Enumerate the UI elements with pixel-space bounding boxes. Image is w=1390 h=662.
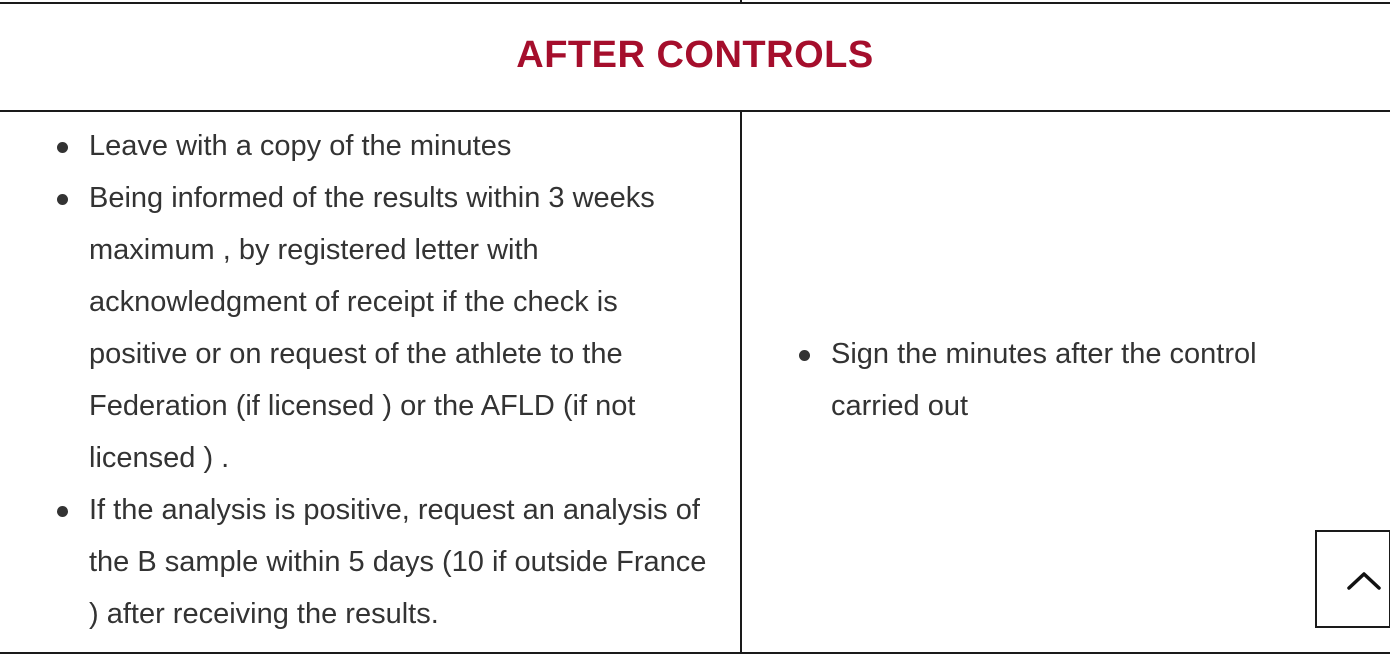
- list-item-text: Leave with a copy of the minutes: [89, 130, 512, 162]
- list-item: [89, 172, 719, 484]
- bullet-icon: [57, 142, 68, 153]
- chevron-up-icon: [1347, 570, 1381, 590]
- table-cell-left: [0, 112, 740, 652]
- list-item: [831, 328, 1331, 432]
- scroll-to-top-button[interactable]: [1315, 530, 1390, 628]
- list-item: [89, 484, 719, 640]
- section-title: AFTER CONTROLS: [516, 33, 874, 76]
- bullet-icon: [57, 194, 68, 205]
- left-bullet-list: [89, 120, 719, 640]
- list-item-text: Being informed of the results within 3 weeks maximum , by registered letter with acknowledgment of receipt if the check is positive or on request of the athlete to the Federation (if licensed ) or the AFLD (if not licensed ) .: [89, 182, 655, 474]
- list-item-text: Sign the minutes after the control carried out: [831, 338, 1257, 422]
- bullet-icon: [799, 350, 810, 361]
- bullet-icon: [57, 506, 68, 517]
- list-item-text: If the analysis is positive, request an analysis of the B sample within 5 days (10 if outside France ) after receiving the results.: [89, 494, 707, 630]
- table-header-row: [0, 4, 1390, 110]
- list-item: [89, 120, 719, 172]
- table-cell-right: [742, 112, 1390, 652]
- right-bullet-list: [831, 328, 1331, 432]
- table-bottom-border: [0, 652, 1390, 654]
